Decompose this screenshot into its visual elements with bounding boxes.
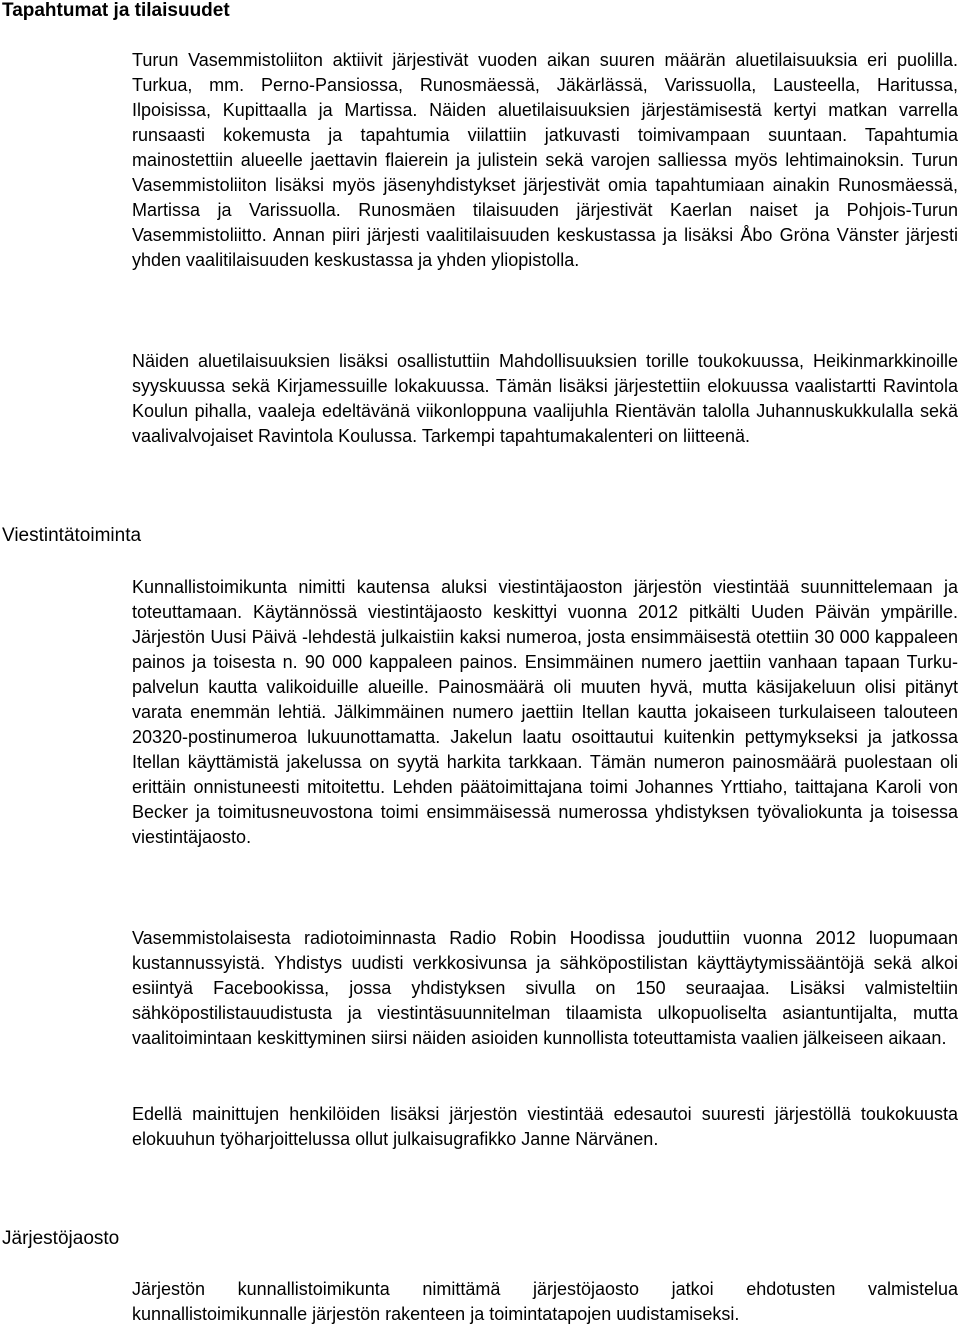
paragraph-tapahtumat-1: Turun Vasemmistoliiton aktiivit järjestivät vuoden aikan suuren määrän aluetilaisuuksia eri puolilla. Turkua, mm. Perno-Pansiossa, Runosmäessä, Jäkärlässä, Varissuolla, Lausteella, Haritussa, Ilpoisissa, Kupittaalla ja Martissa. Näiden aluetilaisuuksien järjestämisestä kertyi matkan varrella runsaasti kokemusta ja tapahtumia viilattiin jatkuvasti toimivampaan suuntaan. Tapahtumia mainostettiin alueelle jaettavin flaierein ja julistein sekä varojen salliessa myös lehtimainoksin. Turun Vasemmistoliiton lisäksi myös jäsenyhdistykset järjestivät omia tapahtumiaan ainakin Runosmäessä, Martissa ja Varissuolla. Runosmäen tilaisuuden järjestivät Kaerlan naiset ja Pohjois-Turun Vasemmistoliitto. Annan piiri järjesti vaalitilaisuuden keskustassa ja lisäksi Åbo Gröna Vänster järjesti yhden vaalitilaisuuden keskustassa ja yhden yliopistolla.: [132, 50, 958, 270]
paragraph-viestinta-2: Vasemmistolaisesta radiotoiminnasta Radio Robin Hoodissa jouduttiin vuonna 2012 luopumaan kustannussyistä. Yhdistys uudisti verkkosivunsa ja sähköpostilistan käyttäytymissääntöjä sekä alkoi esiintyä Facebookissa, jossa yhdistyksen sivulla on 150 seuraajaa. Lisäksi valmisteltiin sähköpostilistauudistusta ja viestintäsuunnitelman tilaamista ulkopuoliselta asiantuntijalta, mutta vaalitoimintaan keskittyminen siirsi näiden asioiden kunnollista toteuttamista vaalien jälkeiseen aikaan.: [132, 928, 958, 1048]
section-heading-jarjestojaosto: Järjestöjaosto: [2, 1228, 120, 1249]
section-heading-viestinta: Viestintätoiminta: [2, 525, 142, 546]
paragraph-tapahtumat-2: Näiden aluetilaisuuksien lisäksi osallistuttiin Mahdollisuuksien torille toukokuussa, Heikinmarkkinoille syyskuussa sekä Kirjamessuille lokakuussa. Tämän lisäksi järjestettiin elokuussa vaalistartti Ravintola Koulun pihalla, vaaleja edeltävänä viikonloppuna vaalijuhla Rientävän talolla Juhannuskukkulalla sekä vaalivalvojaiset Ravintola Koulussa. Tarkempi tapahtumakalenteri on liitteenä.: [132, 351, 958, 446]
paragraph-jarjestojaosto-1: Järjestön kunnallistoimikunta nimittämä järjestöjaosto jatkoi ehdotusten valmistelua kunnallistoimikunnalle järjestön rakenteen ja toimintatapojen uudistamiseksi.: [132, 1279, 958, 1324]
paragraph-viestinta-3: Edellä mainittujen henkilöiden lisäksi järjestön viestintää edesautoi suuresti järjestöllä toukokuusta elokuuhun työharjoittelussa ollut julkaisugrafikko Janne Närvänen.: [132, 1104, 958, 1149]
section-heading-tapahtumat: Tapahtumat ja tilaisuudet: [2, 0, 230, 21]
paragraph-viestinta-1: Kunnallistoimikunta nimitti kautensa aluksi viestintäjaoston järjestön viestintää suunnittelemaan ja toteuttamaan. Käytännössä viestintäjaosto keskittyi vuonna 2012 pitkälti Uuden Päivän ympärille. Järjestön Uusi Päivä -lehdestä julkaistiin kaksi numeroa, josta ensimmäisestä otettiin 30 000 kappaleen painos ja toisesta n. 90 000 kappaleen painos. Ensimmäinen numero jaettiin vanhaan tapaan Turku-palvelun kautta valikoiduille alueille. Painosmäärä oli muuten hyvä, mutta käsijakeluun olisi pitänyt varata enemmän lehtiä. Jälkimmäinen numero jaettiin Itellan kautta jokaiseen turkulaiseen talouteen 20320-postinumeroa lukuunottamatta. Jakelun laatu osoittautui kuitenkin pettymykseksi ja jatkossa Itellan käyttämistä jakelussa on syytä harkita tarkkaan. Tämän numeron painosmäärä puolestaan oli erittäin onnistuneesti mitoitettu. Lehden päätoimittajana toimi Johannes Yrttiaho, taittajana Karoli von Becker ja toimitusneuvostona toimi ensimmäisessä numerossa yhdistyksen työvaliokunta ja toisessa viestintäjaosto.: [132, 577, 958, 847]
